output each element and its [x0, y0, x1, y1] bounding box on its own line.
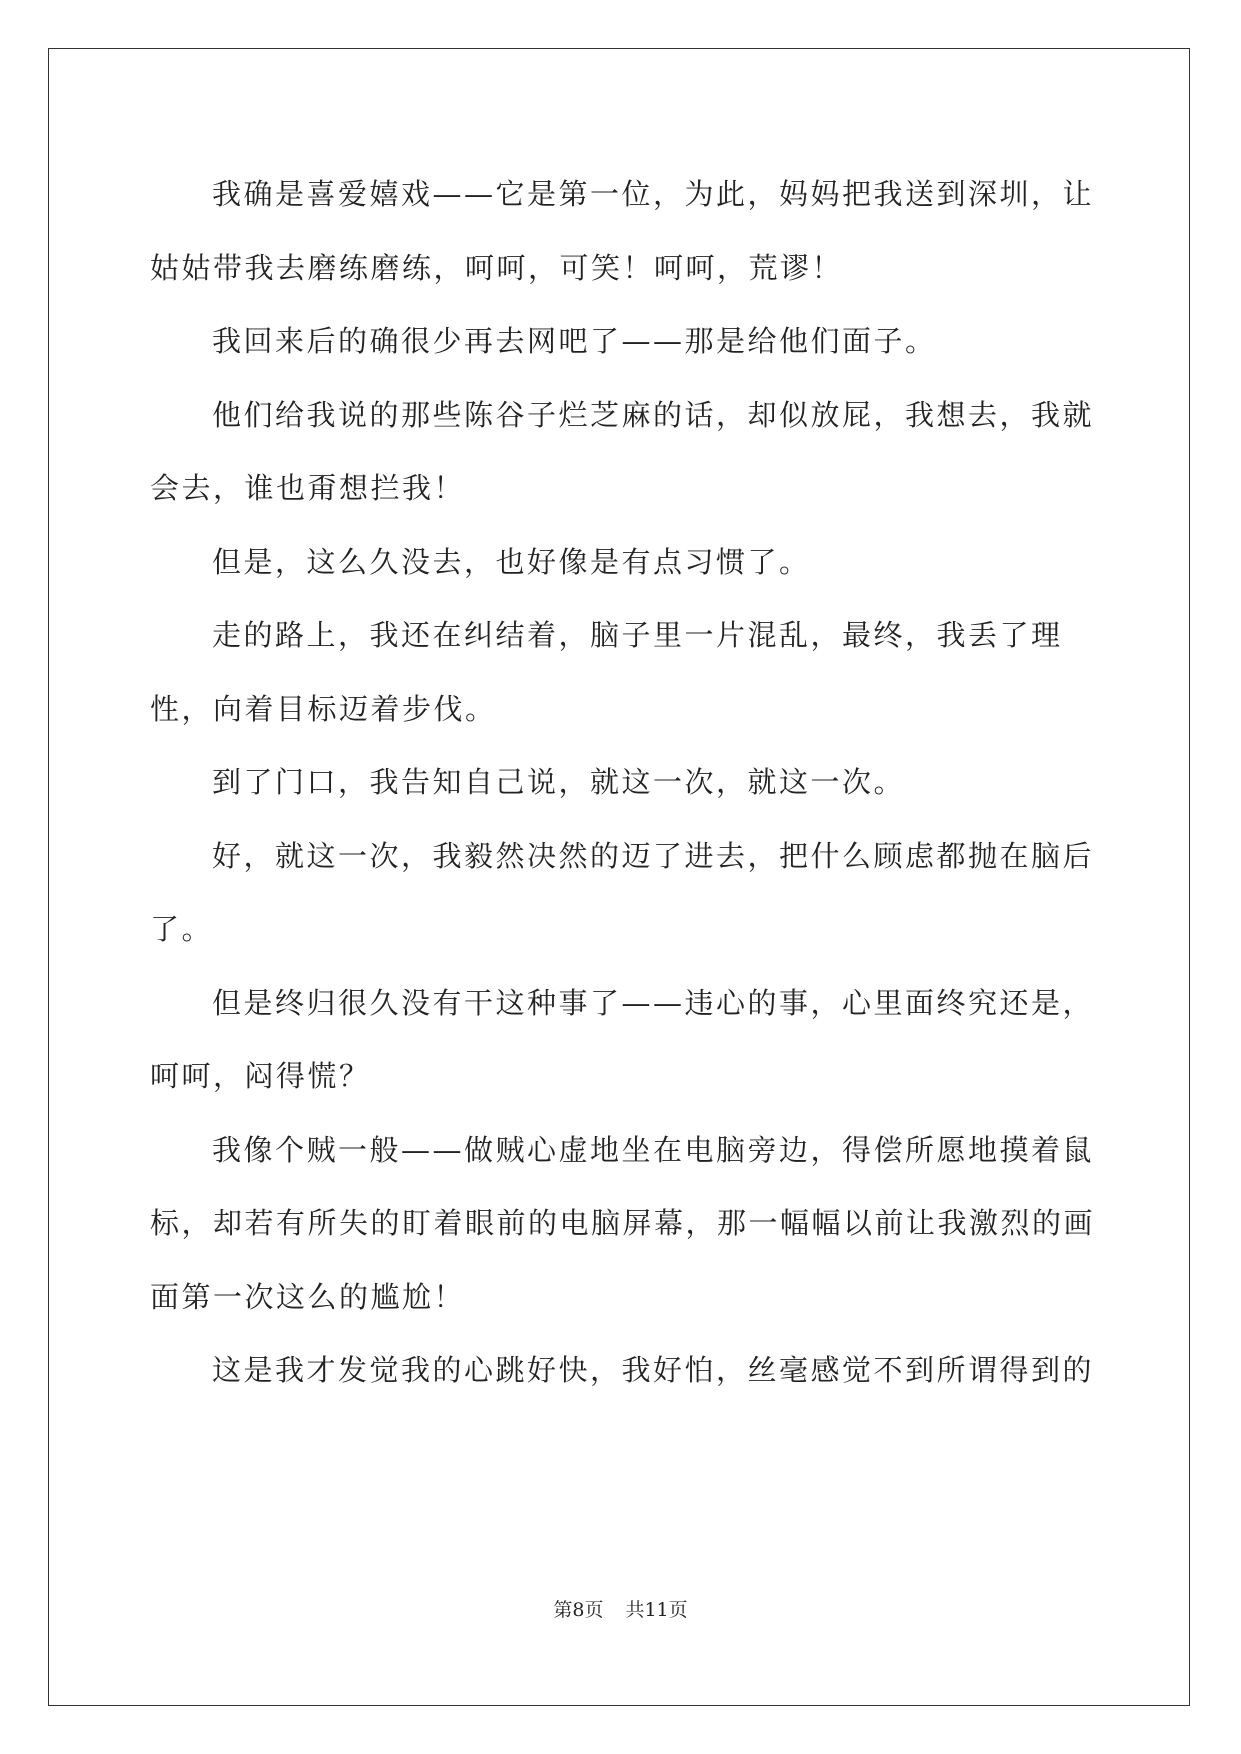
paragraph: 我确是喜爱嬉戏——它是第一位，为此，妈妈把我送到深圳，让姑姑带我去磨练磨练，呵呵，可笑！呵呵，荒谬！ — [150, 177, 1095, 285]
page-footer — [0, 1598, 1241, 1622]
document-body — [150, 158, 1110, 1408]
page-number: 第8页 — [553, 1599, 604, 1621]
paragraph: 但是，这么久没去，也好像是有点习惯了。 — [212, 544, 811, 579]
paragraph: 走的路上，我还在纠结着，脑子里一片混乱，最终，我丢了理性，向着目标迈着步伐。 — [150, 618, 1063, 726]
paragraph: 但是终归很久没有干这种事了——违心的事，心里面终究还是，呵呵，闷得慌？ — [150, 985, 1095, 1093]
paragraph: 他们给我说的那些陈谷子烂芝麻的话，却似放屁，我想去，我就会去，谁也甭想拦我！ — [150, 397, 1095, 505]
paragraph: 我回来后的确很少再去网吧了——那是给他们面子。 — [212, 324, 937, 358]
paragraph: 好，就这一次，我毅然决然的迈了进去，把什么顾虑都抛在脑后了。 — [150, 838, 1095, 946]
paragraph: 我像个贼一般——做贼心虚地坐在电脑旁边，得偿所愿地摸着鼠标，却若有所失的盯着眼前的电脑屏幕，那一幅幅以前让我激烈的画面第一次这么的尴尬！ — [150, 1132, 1096, 1314]
paragraph: 到了门口，我告知自己说，就这一次，就这一次。 — [212, 765, 906, 799]
page-total: 共11页 — [625, 1599, 688, 1621]
paragraph: 这是我才发觉我的心跳好快，我好怕，丝毫感觉不到所谓得到的 — [212, 1353, 1095, 1387]
